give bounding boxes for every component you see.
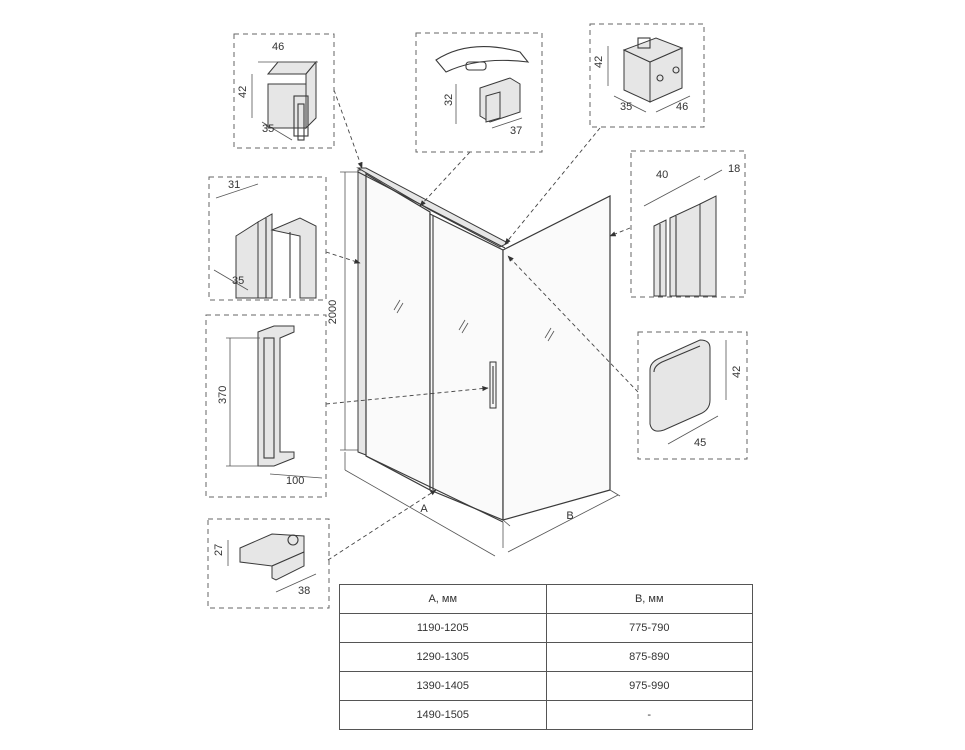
table-row <box>340 701 753 730</box>
detail-side-profile-right <box>631 151 745 297</box>
bracket-width-dim: 46 <box>272 41 285 53</box>
cell-b: 775-790 <box>546 614 753 643</box>
corner-width-dim: 46 <box>676 101 689 113</box>
handle-width-dim: 100 <box>286 475 305 487</box>
side-profile-depth-dim: 40 <box>656 169 669 181</box>
width-b-label: B <box>566 510 574 522</box>
table-row <box>340 672 753 701</box>
wall-profile-width-dim: 31 <box>228 179 241 191</box>
cell-b: 975-990 <box>546 672 753 701</box>
rail-width-dim: 37 <box>510 125 523 137</box>
rail-height-dim: 32 <box>443 93 455 106</box>
handle-length-dim: 370 <box>217 385 229 404</box>
end-cap-width-dim: 45 <box>694 437 707 449</box>
detail-top-left-bracket <box>234 34 334 148</box>
width-a-label: A <box>420 503 428 515</box>
height-dimension-label: 2000 <box>327 299 339 325</box>
corner-depth-dim: 35 <box>620 101 633 113</box>
detail-wall-profile-left <box>209 177 326 300</box>
column-header-b: В, мм <box>546 585 753 614</box>
table-row <box>340 643 753 672</box>
side-profile-width-dim: 18 <box>728 163 741 175</box>
guide-width-dim: 38 <box>298 585 311 597</box>
detail-bottom-guide <box>208 519 329 608</box>
detail-door-handle <box>206 315 326 497</box>
cell-a: 1290-1305 <box>340 643 547 672</box>
cell-a: 1490-1505 <box>340 701 547 730</box>
cell-b: 875-890 <box>546 643 753 672</box>
cell-b: - <box>546 701 753 730</box>
detail-top-rail-joint <box>416 33 542 152</box>
detail-end-cap <box>638 332 747 459</box>
table-row <box>340 614 753 643</box>
dimensions-table <box>339 584 753 730</box>
column-header-a: А, мм <box>340 585 547 614</box>
corner-height-dim: 42 <box>593 55 605 68</box>
wall-profile-depth-dim: 35 <box>232 275 245 287</box>
guide-height-dim: 27 <box>213 543 225 556</box>
end-cap-height-dim: 42 <box>731 365 743 378</box>
cell-a: 1190-1205 <box>340 614 547 643</box>
cell-a: 1390-1405 <box>340 672 547 701</box>
bracket-height-dim: 42 <box>237 85 249 98</box>
detail-wall-corner-bracket <box>590 24 704 127</box>
bracket-depth-dim: 35 <box>262 123 275 135</box>
main-enclosure-drawing <box>340 168 620 556</box>
table-header-row <box>340 585 753 614</box>
